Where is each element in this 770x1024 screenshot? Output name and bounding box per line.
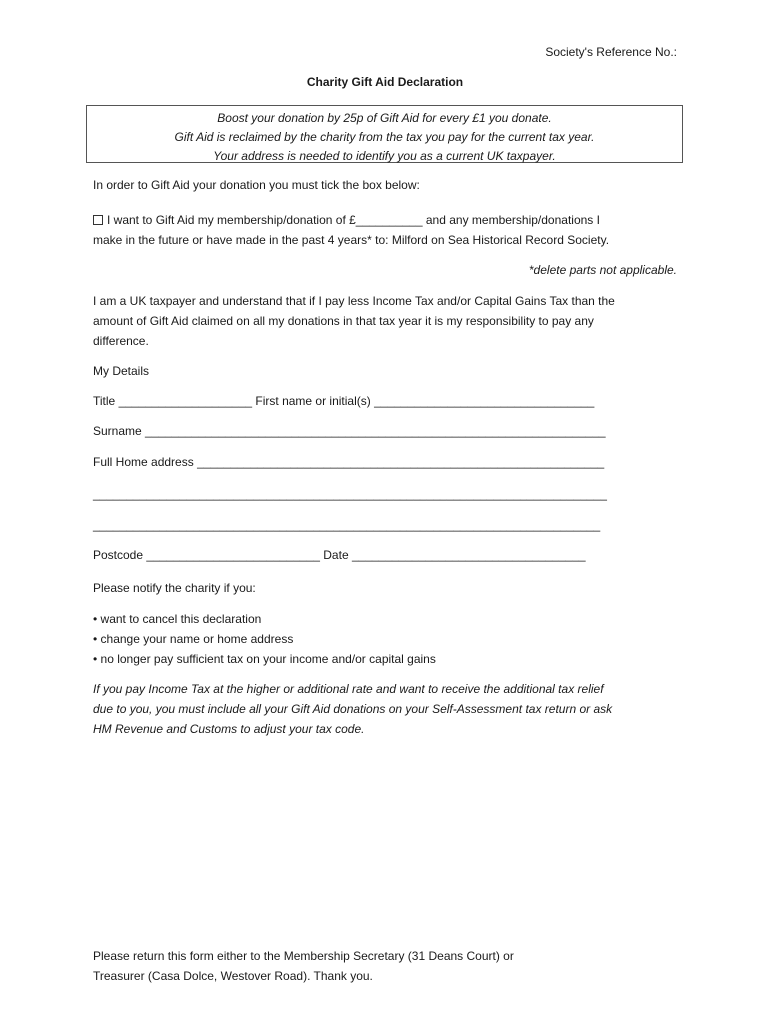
declaration-line-2: make in the future or have made in the past 4 years* to: Milford on Sea Historical Record Society. bbox=[93, 233, 610, 247]
gift-aid-notice-box bbox=[86, 105, 683, 163]
taxpayer-line-2: amount of Gift Aid claimed on all my donations in that tax year it is my responsibility to pay any bbox=[93, 314, 594, 328]
surname-field[interactable]: _____________________________________________________________________ bbox=[145, 424, 606, 438]
notify-heading: Please notify the charity if you: bbox=[93, 581, 256, 595]
higher-rate-line-1: If you pay Income Tax at the higher or additional rate and want to receive the additional tax relief bbox=[93, 682, 604, 696]
postcode-field[interactable]: __________________________ bbox=[146, 548, 320, 562]
higher-rate-line-2: due to you, you must include all your Gift Aid donations on your Self-Assessment tax return or ask bbox=[93, 702, 613, 716]
notice-line-1: Boost your donation by 25p of Gift Aid for every £1 you donate. bbox=[217, 111, 552, 125]
notice-line-2: Gift Aid is reclaimed by the charity from the tax you pay for the current tax year. bbox=[174, 130, 595, 144]
instruction-text: In order to Gift Aid your donation you must tick the box below: bbox=[93, 178, 420, 192]
my-details-heading: My Details bbox=[93, 364, 150, 378]
list-item: • want to cancel this declaration bbox=[93, 612, 262, 626]
title-field[interactable]: ____________________ bbox=[118, 394, 253, 408]
taxpayer-line-3: difference. bbox=[93, 334, 149, 348]
taxpayer-statement bbox=[93, 291, 693, 351]
surname-row bbox=[93, 424, 606, 438]
title-label: Title bbox=[93, 394, 116, 408]
postcode-date-row bbox=[93, 548, 586, 562]
higher-rate-line-3: HM Revenue and Customs to adjust your tax code. bbox=[93, 722, 365, 736]
gift-aid-checkbox[interactable] bbox=[93, 215, 103, 225]
date-field[interactable]: ___________________________________ bbox=[351, 548, 586, 562]
date-label: Date bbox=[323, 548, 349, 562]
delete-footnote: *delete parts not applicable. bbox=[528, 263, 677, 277]
taxpayer-line-1: I am a UK taxpayer and understand that if I pay less Income Tax and/or Capital Gains Tax than the bbox=[93, 294, 615, 308]
surname-label: Surname bbox=[93, 424, 142, 438]
higher-rate-note bbox=[93, 679, 693, 739]
postcode-label: Postcode bbox=[93, 548, 144, 562]
address-field-3[interactable]: ____________________________________________________________________________ bbox=[93, 518, 601, 532]
address-field-1[interactable]: _____________________________________________________________ bbox=[197, 455, 605, 469]
address-field-2[interactable]: _____________________________________________________________________________ bbox=[93, 487, 607, 501]
society-reference-label: Society's Reference No.: bbox=[545, 45, 677, 59]
address-row bbox=[93, 455, 604, 469]
first-name-field[interactable]: _________________________________ bbox=[374, 394, 595, 408]
notify-list bbox=[93, 609, 693, 669]
notice-line-3: Your address is needed to identify you as a current UK taxpayer. bbox=[213, 149, 556, 163]
list-item: • change your name or home address bbox=[93, 632, 294, 646]
footer-line-1: Please return this form either to the Membership Secretary (31 Deans Court) or bbox=[93, 949, 514, 963]
address-label: Full Home address bbox=[93, 455, 194, 469]
list-item: • no longer pay sufficient tax on your income and/or capital gains bbox=[93, 652, 436, 666]
declaration-paragraph bbox=[93, 210, 693, 250]
footer-line-2: Treasurer (Casa Dolce, Westover Road). Thank you. bbox=[93, 969, 373, 983]
title-row bbox=[93, 394, 594, 408]
return-instructions bbox=[93, 946, 693, 986]
page-title: Charity Gift Aid Declaration bbox=[306, 75, 464, 89]
declaration-line-1: I want to Gift Aid my membership/donation of £__________ and any membership/donations I bbox=[107, 213, 600, 227]
first-name-label: First name or initial(s) bbox=[255, 394, 371, 408]
